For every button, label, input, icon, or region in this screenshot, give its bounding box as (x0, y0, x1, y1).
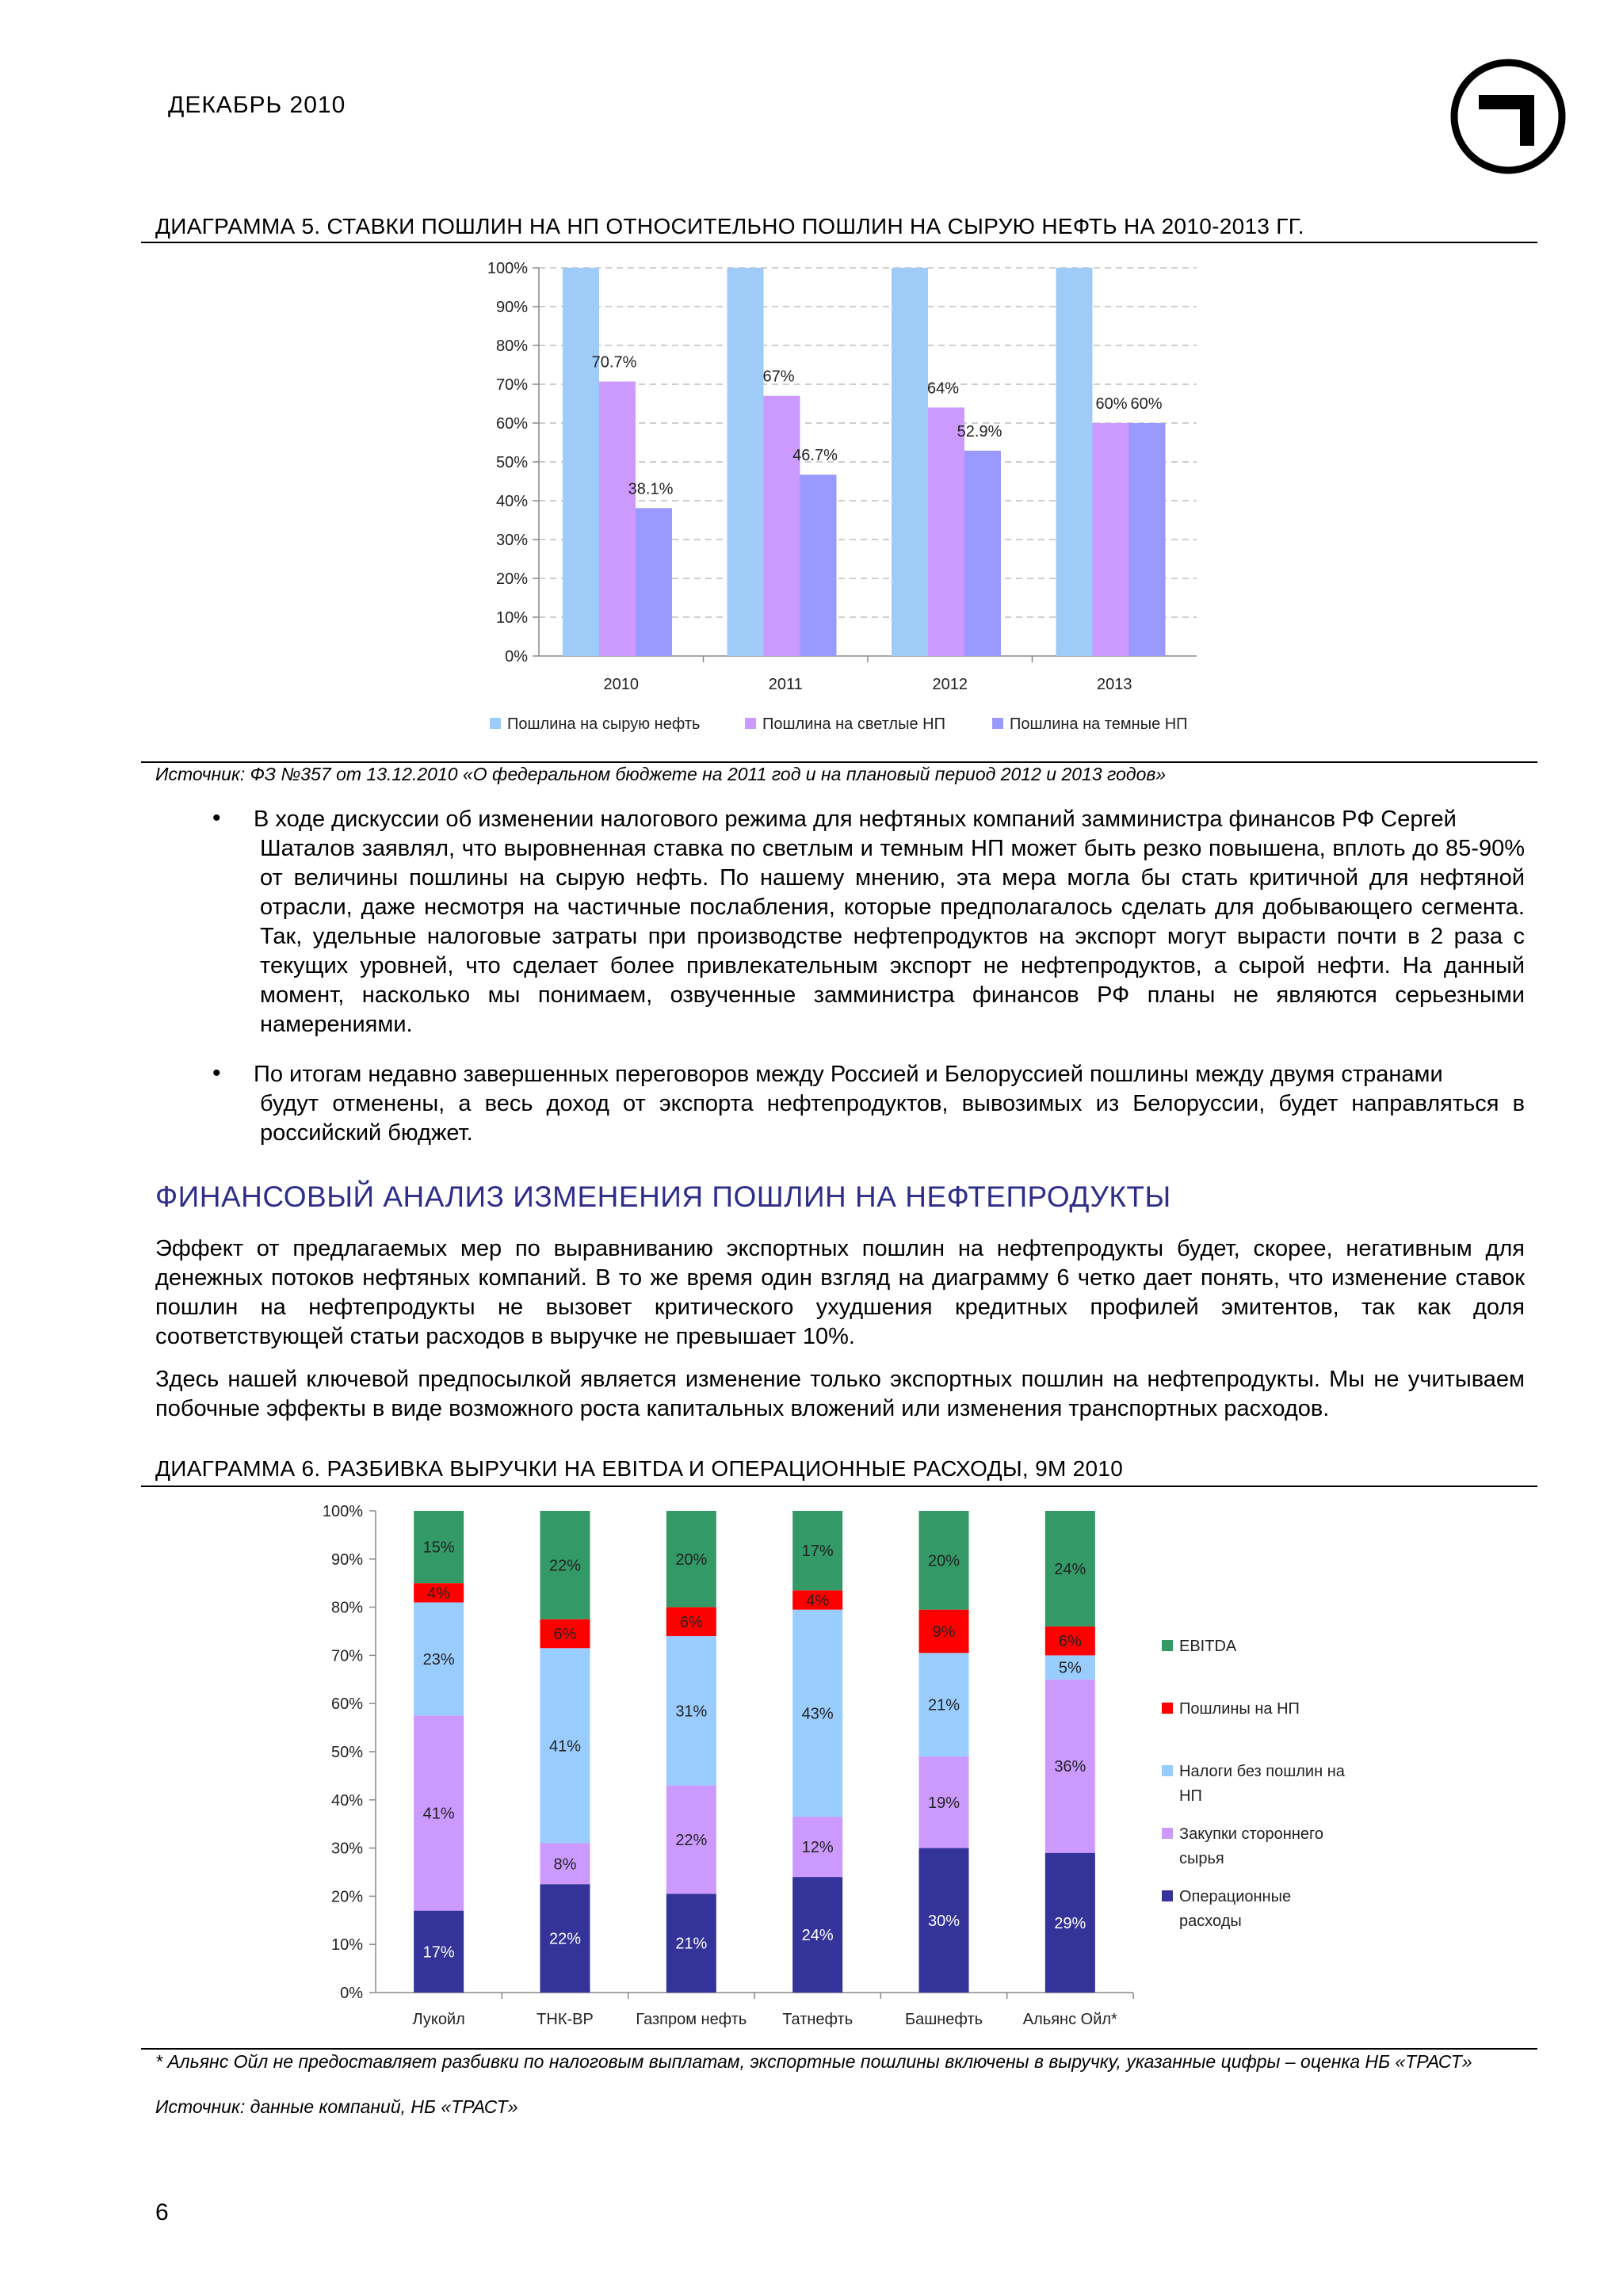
chart6-bottom-rule (141, 2048, 1537, 2050)
bar-2012-2 (964, 451, 1001, 656)
x-tick-label: Башнефть (904, 2011, 983, 2028)
y-tick-label: 100% (322, 1503, 363, 1520)
y-tick-label: 0% (340, 1985, 363, 2002)
data-label: 46.7% (792, 447, 838, 465)
header-date: ДЕКАБРЬ 2010 (168, 92, 346, 118)
bar-2010-2 (636, 508, 672, 656)
data-label: 60% (1130, 395, 1163, 413)
x-tick-label: ТНК-ВР (537, 2011, 594, 2028)
trust-logo-icon (1449, 57, 1568, 176)
segment-label: 21% (927, 1696, 960, 1714)
x-tick-label: 2013 (1097, 676, 1132, 693)
segment-label: 30% (927, 1912, 960, 1930)
y-tick-label: 100% (487, 260, 528, 277)
bullet-2-text: будут отменены, а весь доход от экспорта нефтепродуктов, вывозимых из Белоруссии, будет направляться в российский бюджет. (260, 1091, 1525, 1146)
segment-label: 19% (927, 1794, 960, 1812)
segment-label: 22% (675, 1831, 708, 1849)
section-paragraph-1: Эффект от предлагаемых мер по выравниванию экспортных пошлин на нефтепродукты будет, скорее, негативным для денежных потоков нефтяных компаний. В то же время один взгляд на диаграмму 6 четко дает понять, что изменение ставок пошлин на нефтепродукты не вызовет критического ухудшения кредитных профилей эмитентов, так как доля соответствующей статьи расходов в выручке не превышает 10%. (155, 1236, 1525, 1349)
segment-label: 5% (1058, 1659, 1082, 1677)
data-label: 38.1% (628, 480, 674, 498)
segment-label: 9% (932, 1623, 956, 1641)
bar-2011-1 (764, 396, 800, 656)
segment-label: 24% (801, 1927, 834, 1945)
x-tick-label: Татнефть (782, 2011, 854, 2028)
segment-label: 12% (801, 1839, 834, 1857)
legend-swatch (1162, 1703, 1173, 1714)
segment-label: 17% (801, 1543, 834, 1561)
chart6-source: Источник: данные компаний, НБ «ТРАСТ» (155, 2096, 518, 2117)
y-tick-label: 80% (495, 338, 528, 355)
x-tick-label: Лукойл (412, 2011, 465, 2028)
chart6-top-rule (141, 1486, 1537, 1487)
data-label: 52.9% (957, 422, 1002, 441)
y-tick-label: 10% (330, 1936, 363, 1955)
legend-label: Пошлина на светлые НП (762, 715, 945, 733)
x-tick-label: 2010 (603, 676, 639, 693)
segment-label: 17% (422, 1943, 455, 1962)
legend-label: Пошлина на темные НП (1010, 715, 1188, 733)
legend-label: EBITDA (1179, 1638, 1237, 1655)
chart6-plot (301, 1489, 1379, 2044)
y-tick-label: 70% (495, 376, 528, 394)
y-tick-label: 20% (495, 570, 528, 588)
segment-label: 41% (548, 1737, 582, 1756)
bar-2013-1 (1093, 423, 1129, 656)
y-tick-label: 10% (495, 609, 528, 627)
legend-swatch (1162, 1640, 1173, 1651)
section-heading: ФИНАНСОВЫЙ АНАЛИЗ ИЗМЕНЕНИЯ ПОШЛИН НА НЕФТЕПРОДУКТЫ (155, 1180, 1171, 1213)
legend-label: Налоги без пошлин на НП (1179, 1763, 1345, 1805)
bullet-1-first-line: В ходе дискуссии об изменении налогового режима для нефтяных компаний замминистра финансов РФ Сергей (254, 807, 1457, 832)
legend-swatch (1162, 1828, 1173, 1839)
legend-label: Операционные расходы (1179, 1888, 1292, 1930)
chart5-plot (468, 254, 1220, 745)
legend-swatch (992, 718, 1003, 729)
y-tick-label: 30% (330, 1840, 363, 1858)
bar-2013-0 (1056, 268, 1093, 656)
legend-swatch (1162, 1765, 1173, 1776)
y-tick-label: 70% (330, 1647, 363, 1665)
bullet-2-first-line: По итогам недавно завершенных переговоров между Россией и Белоруссией пошлины между двумя странами (254, 1062, 1443, 1087)
segment-label: 41% (422, 1805, 455, 1823)
legend-label: Пошлина на сырую нефть (507, 715, 701, 733)
segment-label: 20% (675, 1550, 708, 1569)
bar-2012-1 (928, 407, 964, 656)
segment-label: 4% (427, 1585, 451, 1603)
section-paragraph-2: Здесь нашей ключевой предпосылкой является изменение только экспортных пошлин на нефтепродукты. Мы не учитываем побочные эффекты в виде возможного роста капитальных вложений или изменения транспортных расходов. (155, 1367, 1525, 1421)
segment-label: 31% (675, 1703, 708, 1721)
x-tick-label: Альянс Ойл* (1022, 2011, 1117, 2028)
bullet-marker: • (212, 805, 221, 831)
y-tick-label: 20% (330, 1888, 363, 1906)
y-tick-label: 80% (330, 1599, 363, 1617)
legend-swatch (1162, 1890, 1173, 1901)
legend-swatch (490, 718, 501, 729)
segment-label: 8% (553, 1855, 577, 1874)
segment-label: 6% (679, 1613, 703, 1631)
y-tick-label: 0% (505, 648, 528, 666)
y-tick-label: 90% (330, 1550, 363, 1569)
chart5-bottom-rule (141, 761, 1537, 763)
data-label: 67% (762, 368, 795, 386)
segment-label: 29% (1054, 1914, 1086, 1932)
data-label: 64% (926, 379, 960, 398)
y-tick-label: 40% (495, 493, 528, 510)
segment-label: 15% (422, 1539, 455, 1557)
legend-label: Закупки стороннего сырья (1179, 1825, 1323, 1867)
legend-swatch (745, 718, 756, 729)
y-tick-label: 60% (495, 415, 528, 433)
segment-label: 4% (806, 1592, 830, 1610)
segment-label: 6% (1058, 1633, 1082, 1651)
y-tick-label: 90% (495, 299, 528, 316)
segment-label: 24% (1054, 1560, 1086, 1578)
legend-label: Пошлины на НП (1179, 1700, 1300, 1718)
bar-2012-0 (892, 268, 928, 656)
chart5-title: ДИАГРАММА 5. СТАВКИ ПОШЛИН НА НП ОТНОСИТЕЛЬНО ПОШЛИН НА СЫРУЮ НЕФТЬ НА 2010-2013 ГГ. (155, 214, 1304, 238)
x-tick-label: 2011 (768, 676, 803, 693)
chart5-top-rule (141, 242, 1537, 243)
bar-2011-2 (800, 475, 837, 656)
y-tick-label: 60% (330, 1695, 363, 1714)
data-label: 60% (1095, 395, 1128, 413)
segment-label: 6% (553, 1626, 577, 1644)
segment-label: 36% (1054, 1758, 1086, 1776)
chart5-source: Источник: ФЗ №357 от 13.12.2010 «О федеральном бюджете на 2011 год и на плановый период 2012 и 2013 годов» (155, 764, 1167, 784)
bar-2011-0 (727, 268, 764, 656)
x-tick-label: 2012 (932, 676, 968, 693)
y-tick-label: 30% (495, 532, 528, 549)
bar-2010-1 (599, 382, 636, 656)
segment-label: 22% (548, 1930, 582, 1948)
bar-2013-2 (1129, 423, 1166, 656)
bar-2010-0 (563, 268, 599, 656)
y-tick-label: 50% (330, 1744, 363, 1761)
x-tick-label: Газпром нефть (636, 2011, 747, 2028)
segment-label: 20% (927, 1552, 960, 1570)
page-number: 6 (155, 2199, 169, 2225)
segment-label: 23% (422, 1650, 455, 1669)
y-tick-label: 50% (495, 454, 528, 471)
data-label: 70.7% (591, 353, 637, 372)
chart6-title: ДИАГРАММА 6. РАЗБИВКА ВЫРУЧКИ НА EBITDA И ОПЕРАЦИОННЫЕ РАСХОДЫ, 9М 2010 (155, 1456, 1124, 1481)
y-tick-label: 40% (330, 1791, 363, 1810)
bullet-marker: • (212, 1060, 221, 1086)
segment-label: 43% (801, 1705, 834, 1723)
segment-label: 22% (548, 1557, 582, 1575)
bullet-1-text: Шаталов заявлял, что выровненная ставка по светлым и темным НП может быть резко повышена, вплоть до 85-90% от величины пошлины на сырую нефть. По нашему мнению, эта мера могла бы стать критичной для нефтяной отрасли, даже несмотря на частичные послабления, которые предполагалось сделать для добывающего сегмента. Так, удельные налоговые затраты при производстве нефтепродуктов на экспорт могут вырасти почти в 2 раза с текущих уровней, что сделает более привлекательным экспорт не нефтепродуктов, а сырой нефти. На данный момент, насколько мы понимаем, озвученные замминистра финансов РФ планы не являются серьезными намерениями. (260, 836, 1525, 1037)
segment-label: 21% (675, 1935, 708, 1953)
chart6-footnote: * Альянс Ойл не предоставляет разбивки по налоговым выплатам, экспортные пошлины включены в выручку, указанные цифры – оценка НБ «ТРАСТ» (155, 2051, 1472, 2072)
